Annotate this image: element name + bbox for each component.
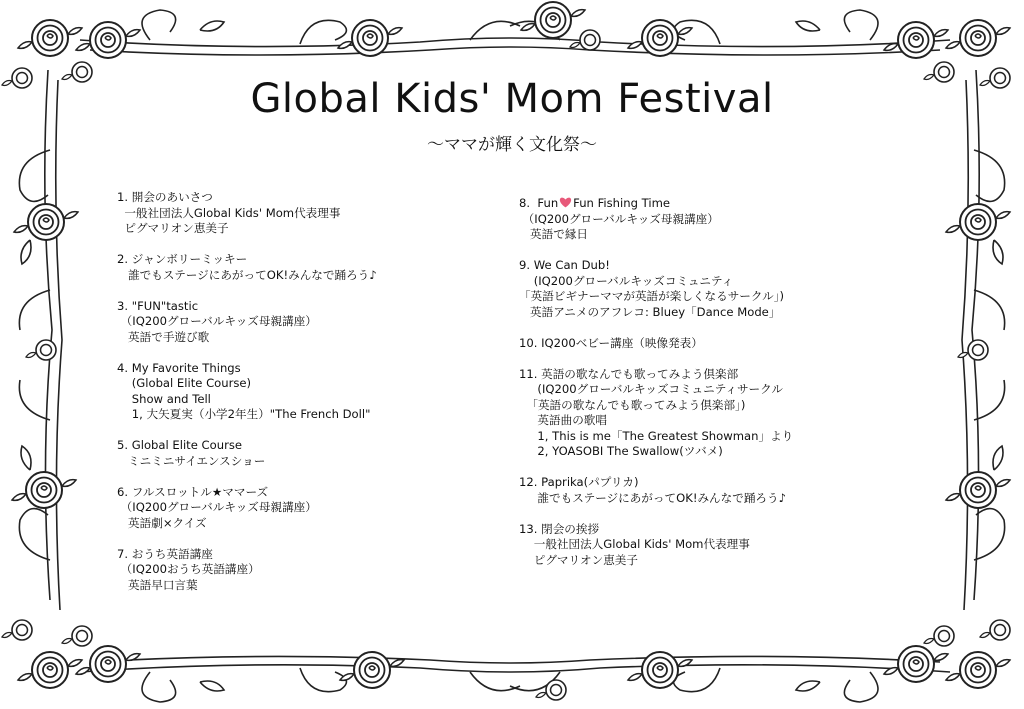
- program-line: 12. Paprika(パプリカ): [519, 475, 639, 489]
- program-left-column: [117, 190, 457, 609]
- program-line: （IQ200グローバルキッズ母親講座）: [117, 500, 317, 514]
- program-item-6: [117, 485, 457, 532]
- program-line: 9. We Can Dub!: [519, 258, 610, 272]
- program-item-4: [117, 361, 457, 423]
- program-line: （IQ200グローバルキッズ母親講座）: [117, 314, 317, 328]
- program-line: 1, This is me「The Greatest Showman」より: [519, 428, 794, 443]
- program-line: 誰でもステージにあがってOK!みんなで踊ろう♪: [117, 267, 377, 282]
- program-line: 英語で手遊び歌: [117, 329, 210, 344]
- program-item-9: [519, 258, 899, 320]
- program-line: 13. 閉会の挨拶: [519, 521, 600, 536]
- program-item-1: [117, 190, 457, 237]
- program-line: 英語早口言葉: [117, 577, 198, 592]
- program-item-11: [519, 367, 899, 460]
- program-item-3: [117, 299, 457, 346]
- program-line: Show and Tell: [117, 391, 211, 406]
- program-line: 2, YOASOBI The Swallow(ツバメ): [519, 444, 723, 458]
- heart-icon: [559, 197, 572, 208]
- program-line: 一般社団法人Global Kids' Mom代表理事: [117, 205, 341, 220]
- program-item-12: [519, 475, 899, 506]
- program-line: 一般社団法人Global Kids' Mom代表理事: [519, 537, 750, 551]
- program-line: 英語曲の歌唱: [519, 413, 607, 427]
- program-line: 5. Global Elite Course: [117, 438, 243, 452]
- program-line: （IQ200おうち英語講座）: [117, 562, 260, 576]
- program-item-2: [117, 252, 457, 283]
- program-line: 7. おうち英語講座: [117, 546, 213, 561]
- program-line-part: 8. Fun: [519, 196, 559, 210]
- program-line: 1, 大矢夏実（小学2年生）"The French Doll": [117, 407, 371, 421]
- program-line: 1. 開会のあいさつ: [117, 190, 213, 204]
- program-line: 誰でもステージにあがってOK!みんなで踊ろう♪: [519, 490, 787, 505]
- program-item-5: [117, 438, 457, 469]
- program-line: ミニミニサイエンスショー: [117, 453, 266, 468]
- program-line: [519, 196, 899, 212]
- program-line: (IQ200グローバルキッズコミュニティサークル: [519, 382, 783, 396]
- program-line: 6. フルスロットル★ママーズ: [117, 484, 269, 499]
- program-line: 10. IQ200ベビー講座（映像発表）: [519, 335, 703, 350]
- program-item-8: [519, 196, 899, 243]
- program-line: 英語で縁日: [519, 227, 589, 241]
- program-line: (Global Elite Course): [117, 376, 252, 390]
- program-line: 「英語ビギナーママが英語が楽しくなるサークル」): [519, 289, 785, 303]
- program-right-column: [519, 196, 899, 584]
- program-line: 「英語の歌なんでも歌ってみよう倶楽部」): [519, 397, 746, 412]
- program-line: 2. ジャンボリーミッキー: [117, 252, 248, 266]
- program-line: (IQ200グローバルキッズコミュニティ: [519, 273, 734, 288]
- page-subtitle: ～ママが輝く文化祭～: [427, 135, 597, 155]
- program-line: 4. My Favorite Things: [117, 360, 241, 375]
- page-title: Global Kids' Mom Festival: [250, 76, 774, 122]
- program-line: （IQ200グローバルキッズ母親講座）: [519, 211, 719, 226]
- program-line: ピグマリオン恵美子: [117, 221, 229, 235]
- program-line: ピグマリオン恵美子: [519, 552, 638, 567]
- program-item-7: [117, 547, 457, 594]
- program-line: 英語劇×クイズ: [117, 515, 207, 530]
- program-line: 英語アニメのアフレコ: Bluey「Dance Mode」: [519, 304, 781, 319]
- program-item-10: [519, 336, 899, 352]
- program-item-13: [519, 522, 899, 569]
- program-line-part: Fun Fishing Time: [573, 196, 671, 210]
- program-line: 3. "FUN"tastic: [117, 298, 199, 313]
- program-line: 11. 英語の歌なんでも歌ってみよう倶楽部: [519, 366, 739, 381]
